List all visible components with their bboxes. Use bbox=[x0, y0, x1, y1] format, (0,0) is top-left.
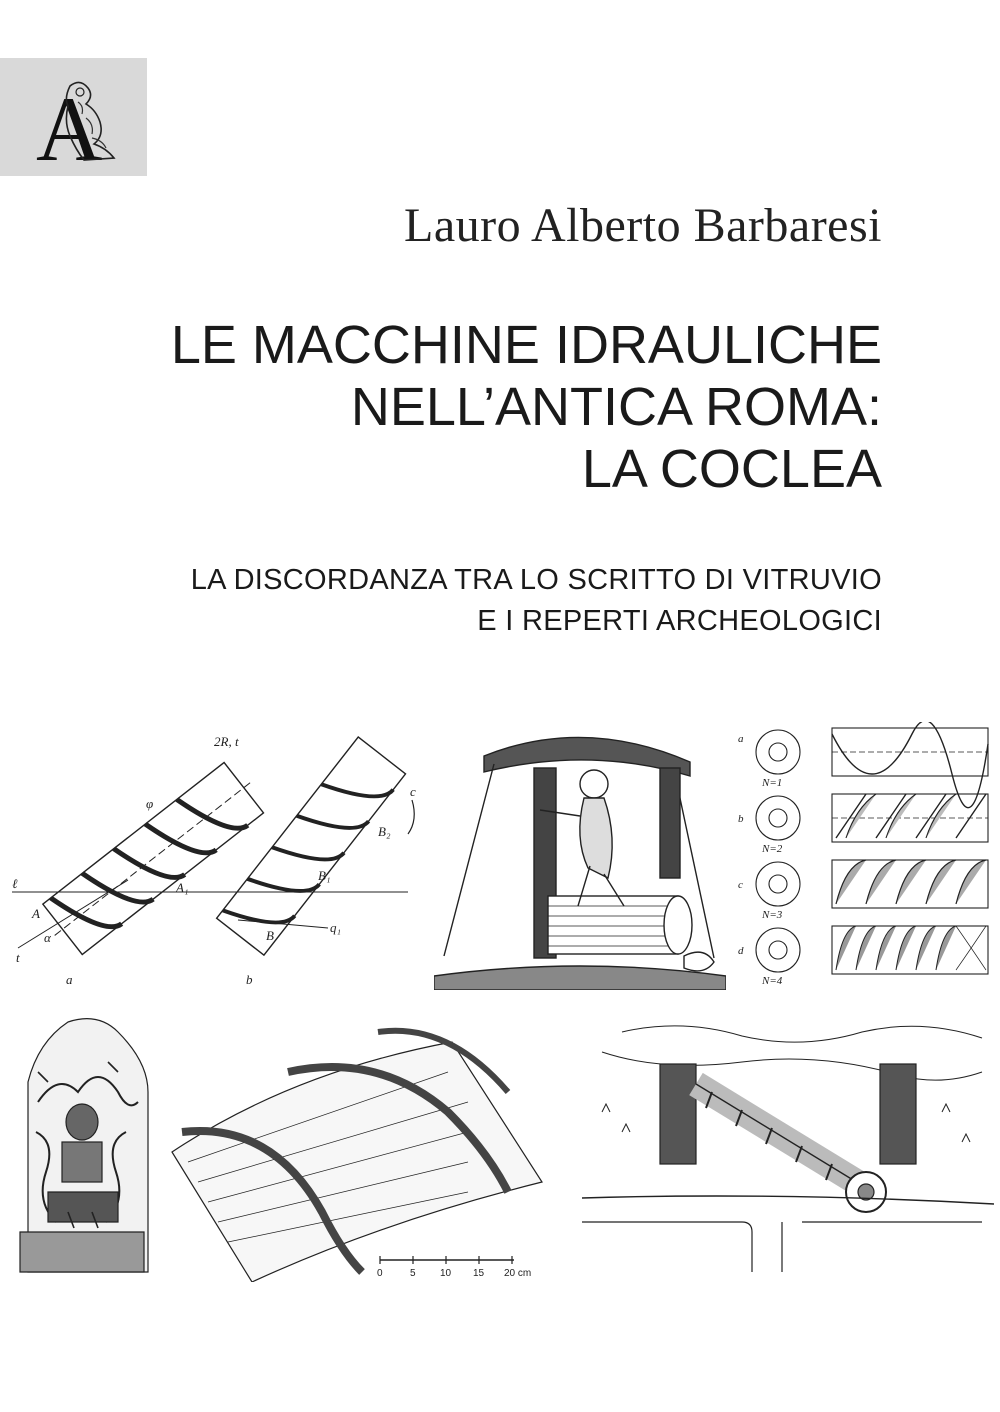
section-row-label: b bbox=[738, 813, 744, 825]
diagram-label: q₁ bbox=[330, 920, 342, 935]
subtitle-line: E I REPERTI ARCHEOLOGICI bbox=[477, 605, 882, 637]
diagram-label: B bbox=[266, 928, 274, 943]
screw-geometry-diagram bbox=[8, 720, 426, 992]
subtitle-line: LA DISCORDANZA TRA LO SCRITTO DI VITRUVIO bbox=[190, 564, 882, 596]
diagram-label: A₁ bbox=[176, 880, 189, 895]
wooden-screw-drawing bbox=[168, 1012, 548, 1282]
diagram-label: α bbox=[44, 930, 51, 945]
diagram-label: 2R, t bbox=[214, 734, 239, 749]
treadmill-figure-illustration bbox=[434, 726, 726, 990]
diagram-label: A bbox=[32, 906, 40, 921]
diagram-label: ℓ bbox=[12, 876, 18, 891]
section-row-label: d bbox=[738, 945, 744, 957]
section-row-label: a bbox=[738, 733, 744, 745]
diagram-label: t bbox=[16, 950, 20, 965]
diagram-label: φ bbox=[146, 796, 154, 811]
diagram-label: B₂ bbox=[378, 824, 391, 839]
book-subtitle bbox=[62, 560, 882, 642]
diagram-label: B₁ bbox=[318, 868, 331, 883]
title-line: LA COCLEA bbox=[581, 439, 882, 499]
logo-letter: A bbox=[36, 78, 103, 176]
publisher-logo bbox=[0, 58, 147, 176]
relief-sculpture-image bbox=[8, 1012, 156, 1278]
author-name: Lauro Alberto Barbaresi bbox=[404, 199, 882, 252]
scale-tick-label: 10 bbox=[440, 1268, 452, 1279]
diagram-label: b bbox=[246, 972, 253, 987]
title-line: LE MACCHINE IDRAULICHE bbox=[170, 315, 882, 375]
title-line: NELL’ANTICA ROMA: bbox=[350, 377, 882, 437]
screw-sections-grid bbox=[736, 722, 994, 992]
installed-screw-section bbox=[562, 1012, 994, 1288]
scale-tick-label: 15 bbox=[473, 1268, 485, 1279]
section-n-label: N=2 bbox=[762, 843, 783, 855]
section-row-label: c bbox=[738, 879, 743, 891]
scale-tick-label: 20 cm bbox=[504, 1268, 532, 1279]
section-n-label: N=3 bbox=[762, 909, 783, 921]
section-n-label: N=4 bbox=[762, 975, 783, 987]
scale-tick-label: 0 bbox=[377, 1268, 383, 1279]
section-n-label: N=1 bbox=[762, 777, 783, 789]
diagram-label: c bbox=[410, 784, 416, 799]
scale-tick-label: 5 bbox=[410, 1268, 416, 1279]
book-title bbox=[62, 314, 882, 500]
diagram-label: a bbox=[66, 972, 73, 987]
